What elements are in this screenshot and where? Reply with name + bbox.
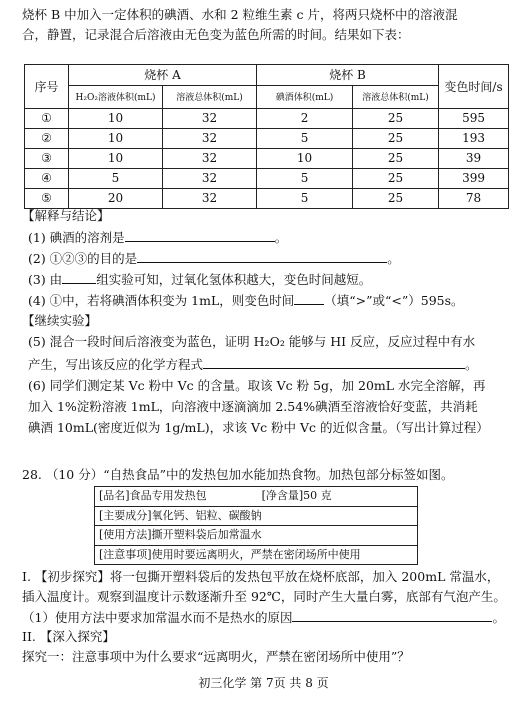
answer-blank-3[interactable]: [62, 271, 96, 284]
question-4-text-b: （填“>”或“<”）595s。: [324, 293, 464, 308]
question-5-text-b: 产生，写出该反应的化学方程式: [28, 357, 204, 372]
cell-seq: ①: [25, 108, 69, 128]
answer-blank-1[interactable]: [125, 229, 275, 242]
cell-iodine: 2: [257, 108, 353, 128]
cell-total-b: 25: [353, 108, 439, 128]
experiment-table: [24, 64, 509, 209]
inquiry-1-line-1: I. 【初步探究】将一包撕开塑料袋后的发热包平放在烧杯底部，加入 200mL 常温水，: [22, 569, 500, 584]
section-heading-conclusion: 【解释与结论】: [22, 208, 110, 223]
col-seq-header: 序号: [25, 65, 69, 109]
cell-time: 39: [439, 148, 509, 168]
cell-h2o2: 10: [69, 128, 163, 148]
cell-iodine: 5: [257, 188, 353, 208]
cell-time: 595: [439, 108, 509, 128]
question-4-text-a: (4) ①中，若将碘酒体积变为 1mL，则变色时间: [28, 293, 295, 308]
label-net-weight: [净含量]50 克: [261, 489, 332, 502]
intro-line-1: 烧杯 B 中加入一定体积的碘酒、水和 2 粒维生素 c 片，将两只烧杯中的溶液混: [22, 7, 458, 22]
cell-total-b: 25: [353, 128, 439, 148]
cell-iodine: 10: [257, 148, 353, 168]
question-3-text-b: 组实验可知，过氧化氢体积越大，变色时间越短。: [96, 272, 372, 287]
cell-h2o2: 10: [69, 148, 163, 168]
label-row-name: [95, 487, 417, 507]
intro-line-2: 合，静置，记录混合后溶液由无色变为蓝色所需的时间。结果如下表：: [22, 27, 410, 42]
question-1: (1) 碘酒的溶剂是 。: [28, 230, 288, 245]
question-3: [28, 271, 371, 288]
question-2: (2) ①②③的目的是 。: [28, 251, 400, 266]
cell-h2o2: 5: [69, 168, 163, 188]
cell-total-a: 32: [163, 128, 257, 148]
cell-seq: ③: [25, 148, 69, 168]
page-footer: 初三化学 第 7页 共 8 页: [198, 676, 329, 690]
label-row-note: [注意事项]使用时要远离明火，严禁在密闭场所中使用: [99, 547, 361, 561]
question-2-text: (2) ①②③的目的是: [28, 251, 138, 266]
col-beaker-b-header: 烧杯 B: [257, 65, 439, 86]
sub-header-total-a: 溶液总体积(mL): [163, 85, 257, 108]
col-time-header: 变色时间/s: [439, 65, 509, 109]
cell-total-b: 25: [353, 188, 439, 208]
cell-iodine: 5: [257, 168, 353, 188]
question-6-line-2: 加入 1%淀粉溶液 1mL，向溶液中逐滴滴加 2.54%碘酒至溶液恰好变蓝，共消耗: [28, 399, 478, 414]
label-row-ingredients: [主要成分]氧化钙、铝粒、碳酸钠: [95, 507, 417, 527]
col-beaker-a-header: 烧杯 A: [69, 65, 257, 86]
question-28-stem: 28. （10 分）“自热食品”中的发热包加水能加热食物。加热包部分标签如图。: [22, 467, 454, 482]
table-row: [25, 168, 509, 188]
inquiry-question-1: （1）使用方法中要求加常温水而不是热水的原因 。: [22, 610, 505, 625]
cell-time: 78: [439, 188, 509, 208]
question-6-line-1: (6) 同学们测定某 Vc 粉中 Vc 的含量。取该 Vc 粉 5g，加 20mL 水完全溶解，再: [28, 378, 486, 393]
table-row: [25, 128, 509, 148]
inquiry-1-line-2: 插入温度计。观察到温度计示数逐渐升至 92℃，同时产生大量白雾，底部有气泡产生。: [22, 589, 506, 604]
question-4: [28, 292, 464, 309]
cell-time: 193: [439, 128, 509, 148]
answer-blank-inquiry-1[interactable]: [292, 609, 492, 622]
sub-header-iodine: 碘酒体积(mL): [257, 85, 353, 108]
cell-total-b: 25: [353, 168, 439, 188]
cell-h2o2: 20: [69, 188, 163, 208]
answer-blank-4[interactable]: [294, 292, 324, 305]
question-3-text-a: (3) 由: [28, 272, 63, 287]
cell-total-b: 25: [353, 148, 439, 168]
cell-total-a: 32: [163, 168, 257, 188]
cell-iodine: 5: [257, 128, 353, 148]
section-heading-deep-inquiry: II. 【深入探究】: [22, 629, 115, 644]
section-heading-continue: 【继续实验】: [22, 313, 98, 328]
inquiry-question-1-text: （1）使用方法中要求加常温水而不是热水的原因: [22, 610, 293, 625]
table-row: [25, 148, 509, 168]
question-5-line-2: 产生，写出该反应的化学方程式 。: [28, 357, 478, 372]
cell-seq: ⑤: [25, 188, 69, 208]
sub-header-h2o2: H₂O₂溶液体积(mL): [69, 85, 163, 108]
cell-seq: ④: [25, 168, 69, 188]
cell-h2o2: 10: [69, 108, 163, 128]
label-product-name: [品名]食品专用发热包: [99, 489, 207, 502]
cell-time: 399: [439, 168, 509, 188]
answer-blank-5[interactable]: [203, 356, 465, 369]
cell-total-a: 32: [163, 188, 257, 208]
question-5-line-1: (5) 混合一段时间后溶液变为蓝色，证明 H₂O₂ 能够与 HI 反应，反应过程中有水: [28, 334, 476, 349]
cell-seq: ②: [25, 128, 69, 148]
table-row: [25, 108, 509, 128]
cell-total-a: 32: [163, 108, 257, 128]
answer-blank-2[interactable]: [137, 250, 387, 263]
question-6-line-3: 碘酒 10mL(密度近似为 1g/mL)，求该 Vc 粉中 Vc 的近似含量。（写出计算过程）: [28, 420, 489, 435]
heating-pack-label: [94, 486, 418, 565]
question-1-text: (1) 碘酒的溶剂是: [28, 230, 125, 245]
table-row: [25, 188, 509, 208]
label-row-usage: [使用方法]撕开塑料袋后加常温水: [95, 526, 417, 546]
cell-total-a: 32: [163, 148, 257, 168]
inquiry-one-question: 探究一：注意事项中为什么要求“远离明火，严禁在密闭场所中使用”？: [22, 649, 410, 664]
sub-header-total-b: 溶液总体积(mL): [353, 85, 439, 108]
